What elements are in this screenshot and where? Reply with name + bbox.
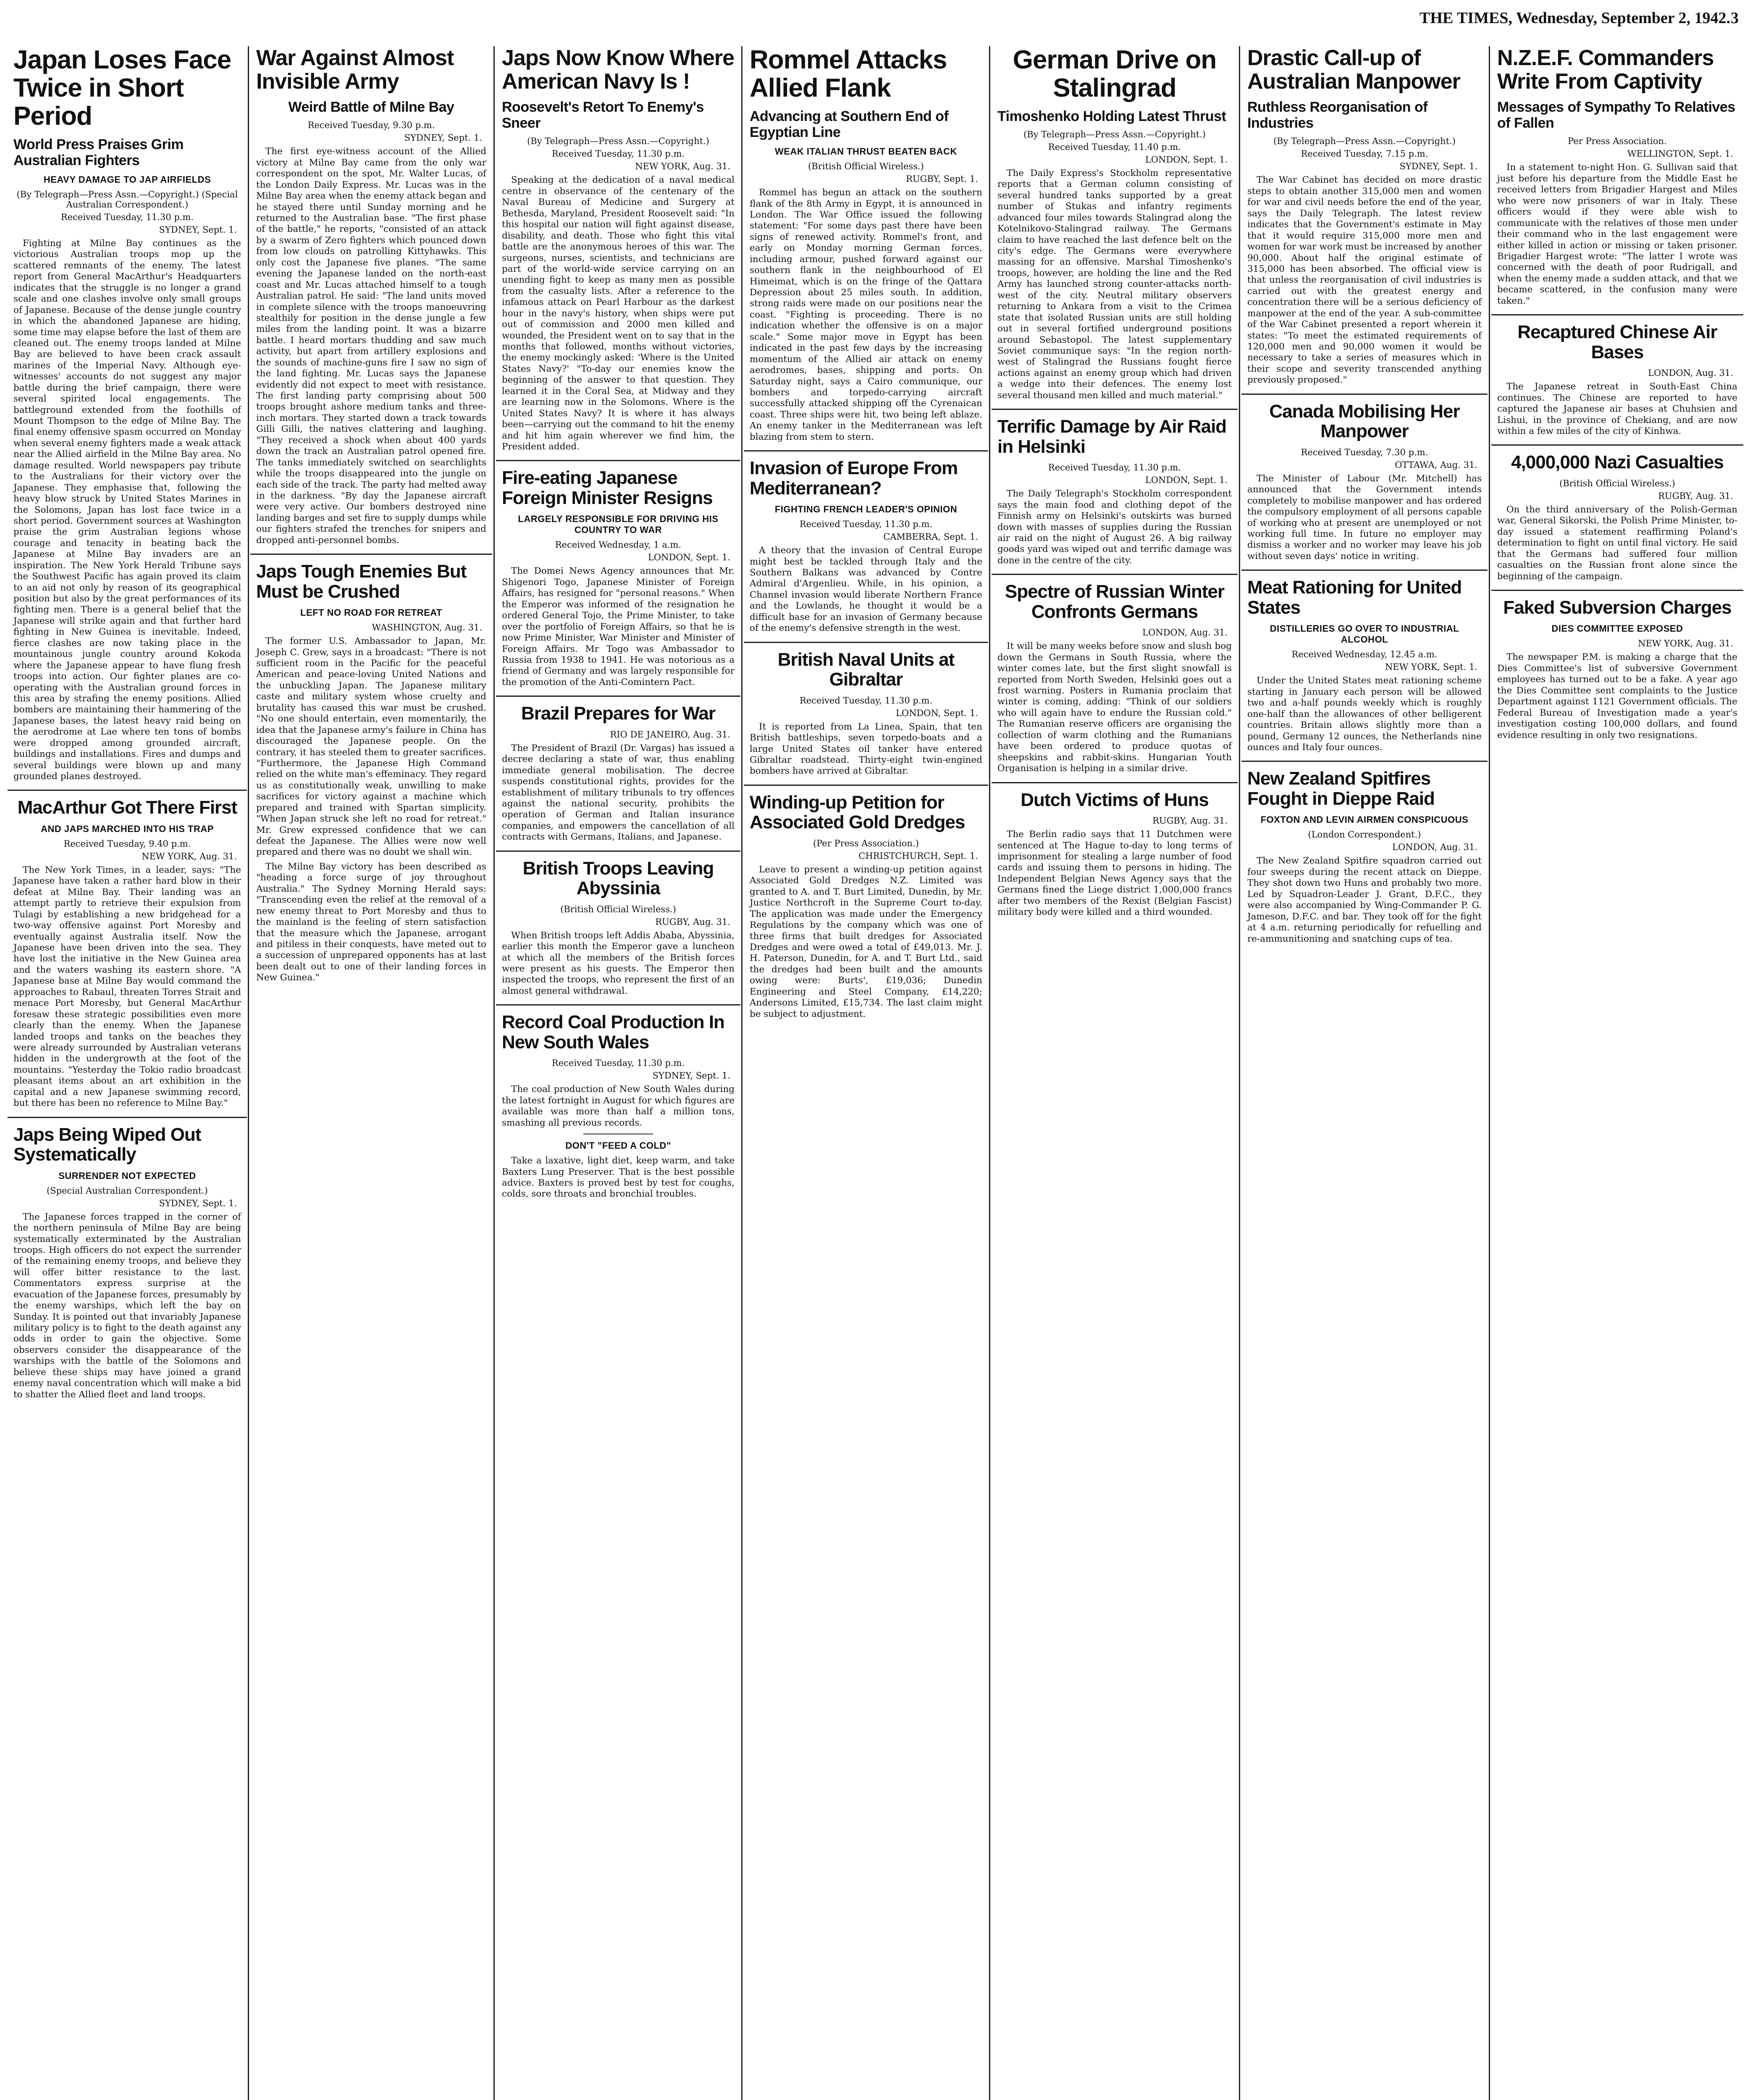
dateline: NEW YORK, Aug. 31.	[635, 161, 730, 172]
received-line: Received Tuesday, 11.30 p.m.	[799, 695, 933, 706]
article-divider	[8, 1117, 247, 1118]
article-divider	[496, 1004, 740, 1005]
dateline: LONDON, Sept. 1.	[895, 708, 978, 718]
article-body: It will be many weeks before snow and slush bog down the Germans in South Russia, where the winter comes late, but the first slight snowfall is reported from North Sweden, Helsinki goes out a frost warning. Posters in Rumania proclaim that winter is coming, adding: "Think of our soldiers who will again have to endure the Russian cold." The Rumanian reserve officers are organising the collection of warm clothing and the Rumanians have been ordered to produce quotas of sheepskins and rabbit-skins. Hungarian Youth Organisation is helping in a similar drive.	[997, 641, 1232, 774]
column-7	[1491, 46, 1743, 2100]
dateline: LONDON, Sept. 1.	[1145, 154, 1228, 165]
article-body: The Minister of Labour (Mr. Mitchell) has announced that the Government intends completely to mobilise manpower and has ordered the compulsory employment of all persons capable of working who at present are unemployed or not working full time. In future no employer may dismiss a worker and no worker may leave his job without seven days' notice in writing.	[1247, 473, 1482, 562]
dateline: WASHINGTON, Aug. 31.	[372, 622, 482, 633]
article-body: The Japanese forces trapped in the corner of the northern peninsula of Milne Bay are being systematically exterminated by the Australian troops. High officers do not expect the surrender of the remaining enemy troops, and believe they will offer bitter resistance to the last. Commentators express surprise at the evacuation of the Japanese forces, presumably by the enemy warships, which left the bay on Sunday. It is pointed out that invariably Japanese military policy is to fight to the death against any odds in order to gain the objective. Some observers consider the disappearance of the warships with the battle of the Solomons and believe these ships may have joined a grand enemy naval concentration which will make a bid to shatter the Allied fleet and land troops.	[13, 1211, 241, 1400]
dateline: SYDNEY, Sept. 1.	[652, 1071, 730, 1081]
column-2	[250, 46, 492, 2100]
paper-dateline: THE TIMES, Wednesday, September 2, 1942.	[1419, 9, 1731, 27]
headline: Fire-eating Japanese Foreign Minister Resigns	[502, 467, 713, 508]
article-body: The New York Times, in a leader, says: "The Japanese have taken a rather hard blow in their defeat at Milne Bay. Their landing was an attempt partly to retrieve their expulsion from Tulagi by establishing a new bridgehead for a two-way offensive against Port Moresby and eventually against Australia itself. Now the Japanese have been driven into the sea. They have lost the initiative in the New Guinea area and the waters washing its eastern shore. "A Japanese base at Milne Bay would command the approaches to Rabaul, threaten Torres Strait and menace Port Moresby, but General MacArthur foresaw these strategic possibilities even more clearly than the enemy. When the Japanese landed troops and tanks on the beaches they were already surrounded by Australian veterans hidden in the undergrowth at the foot of the mountains. "Yesterday the Tokio radio broadcast pleasant items about an art exhibition in the capital and a new Japanese swimming record, but there has been no reference to Milne Bay."	[13, 864, 241, 1109]
dateline: RUGBY, Aug. 31.	[1658, 491, 1733, 501]
headline: British Naval Units at Gibraltar	[777, 649, 955, 690]
article-divider	[1241, 761, 1488, 762]
dateline: LONDON, Sept. 1.	[648, 552, 730, 563]
credit-line: (British Official Wireless.)	[560, 904, 676, 914]
credit-line: (Per Press Association.)	[813, 838, 919, 848]
subheadline: Ruthless Reorganisation of Industries	[1247, 99, 1428, 131]
column-6	[1241, 46, 1488, 2100]
dateline: LONDON, Aug. 31.	[1142, 627, 1228, 638]
headline: N.Z.E.F. Commanders Write From Captivity	[1497, 46, 1714, 94]
headline: Rommel Attacks Allied Flank	[750, 46, 947, 102]
article-body: Under the United States meat rationing scheme starting in January each person will be allowed two and a-half pounds weekly which is roughly one-half than the allowances of other belligerent countries. Britain allows slightly more than a pound, Germany 12 ounces, the Netherlands nine ounces and Italy four ounces.	[1247, 675, 1482, 753]
credit-line: (British Official Wireless.)	[808, 161, 924, 172]
column-4	[744, 46, 988, 2100]
credit-line: (By Telegraph—Press Assn.—Copyright.)	[527, 136, 709, 147]
article-divider	[250, 554, 492, 555]
article-body: The Domei News Agency announces that Mr. Shigenori Togo, Japanese Minister of Foreign Affairs, has resigned for "personal reasons." When the Emperor was informed of the resignation he ordered General Tojo, the Prime Minister, to take over the portfolio of Foreign Affairs, so that he is now Prime Minister, War Minister and Minister of Foreign Affairs. Mr Togo was Ambassador to Russia from 1938 to 1941. He was notorious as a friend of Germany and was largely responsible for the promotion of the Anti-Comintern Pact.	[502, 566, 735, 688]
dateline: NEW YORK, Aug. 31.	[142, 851, 237, 861]
headline: 4,000,000 Nazi Casualties	[1511, 452, 1724, 473]
headline: Dutch Victims of Huns	[1021, 789, 1209, 810]
article-body: The Berlin radio says that 11 Dutchmen were sentenced at The Hague to-day to long terms of imprisonment for stealing a large number of food cards and issuing them to persons in hiding. The Independent Belgian News Agency says that the Germans fined the Liege district 1,000,000 francs after two members of the Rexist (Belgian Fascist) military body were killed and a third wounded.	[997, 829, 1232, 918]
column-5	[992, 46, 1238, 2100]
dateline: SYDNEY, Sept. 1.	[404, 133, 482, 143]
dateline: RUGBY, Aug. 31.	[1152, 816, 1228, 826]
dateline: SYDNEY, Sept. 1.	[159, 225, 237, 235]
kicker: DISTILLERIES GO OVER TO INDUSTRIAL ALCOHOL	[1270, 623, 1459, 645]
credit-line: (British Official Wireless.)	[1559, 478, 1675, 488]
headline: Japan Loses Face Twice in Short Period	[13, 46, 231, 131]
article-body: The newspaper P.M. is making a charge that the Dies Committee's list of subversive Government employees has turned out to be a fake. A year ago the Dies Committee sent complaints to the Justice Department against 1121 Government officials. The Federal Bureau of Investigation made a year's investigation costing 100,000 dollars, and found evidence resulting in only two resignations.	[1497, 652, 1737, 740]
headline: Japs Being Wiped Out Systematically	[13, 1124, 201, 1165]
received-line: Received Tuesday, 9.40 p.m.	[63, 838, 191, 849]
article-body: The War Cabinet has decided on more drastic steps to obtain another 315,000 men and women for war and civil needs before the end of the year, says the Daily Telegraph. The latest review indicates that the Government's estimate in May that it would require 315,000 more men and women for war work must be increased by another 90,000. About half the original estimate of 315,000 has been absorbed. The official view is that unless the reorganisation of civil industries is carried out with the greatest energy and concentration there will be a serious deficiency of manpower at the end of the year. A sub-committee of the War Cabinet presented a report wherein it states: "To meet the estimated requirements of 120,000 men and 90,000 women it would be necessary to take a series of measures which in their scope and severity transcended anything previously proposed."	[1247, 175, 1482, 386]
article-body: In a statement to-night Hon. G. Sullivan said that just before his departure from the Middle East he received letters from Brigadier Hargest and Miles who were now prisoners of war in Italy. These officers would if they were able wish to communicate with the relatives of those men under their command who in the last engagement were either killed in action or missing or taken prisoner. Brigadier Hargest wrote: "The latter I wrote was concerned with the death of poor Rudrigall, and when the enemy made a sudden attack, and that we became scattered, in the confusion many were taken."	[1497, 162, 1737, 306]
headline: German Drive on Stalingrad	[1013, 46, 1217, 102]
credit-line: (Special Australian Correspondent.)	[47, 1185, 208, 1196]
article-body: Rommel has begun an attack on the southern flank of the 8th Army in Egypt, it is announced in London. The War Office issued the following statement: "For some days past there have been signs of renewed activity. Rommel's front, and early on Monday morning German forces, including armour, pushed forward against our southern flank in the neighbourhood of El Himeimat, which is on the fringe of the Qattara Depression about 25 miles south. In addition, strong raids were made on our positions near the coast. "Fighting is proceeding. There is no indication whether the offensive is on a major scale." Some major move in Egypt has been indicated in the past few days by the increasing momentum of the Allied air attack on enemy aerodromes, bases, shipping and ports. On Saturday night, says a Cairo communique, our bombers and torpedo-carrying aircraft successfully attacked shipping off the Cyrenaican coast. Three ships were hit, two being left ablaze. An enemy tanker in the Mediterranean was left blazing from stem to stern.	[750, 187, 982, 442]
kicker: SURRENDER NOT EXPECTED	[58, 1170, 196, 1181]
received-line: Received Tuesday, 11.30 p.m.	[60, 212, 194, 223]
column-rule	[741, 46, 743, 2100]
headline: Record Coal Production In New South Wales	[502, 1012, 724, 1053]
column-rule	[1489, 46, 1490, 2100]
dateline: RUGBY, Sept. 1.	[906, 174, 978, 184]
received-line: Received Tuesday, 11.30 p.m.	[551, 1058, 685, 1068]
headline: War Against Almost Invisible Army	[256, 46, 454, 94]
kicker: AND JAPS MARCHED INTO HIS TRAP	[41, 823, 214, 834]
article-body: Leave to present a winding-up petition against Associated Gold Dredges N.Z. Limited was granted to A. and T. Burt Limited, Dunedin, by Mr. Justice Northcroft in the Supreme Court to-day. The application was made under the Emergency Regulations by the company which was one of three firms that built dredges for Associated Dredges and were owed a total of £49,013. Mr. J. H. Paterson, Dunedin, for A. and T. Burt Ltd., said the dredges had been built and the amounts owing were: Burts', £19,036; Dunedin Engineering and Steel Company, £14,220; Andersons Limited, £15,734. The last claim might be subject to adjustment.	[750, 864, 982, 1019]
article-divider	[992, 409, 1238, 410]
headline: Winding-up Petition for Associated Gold Dredges	[750, 792, 965, 833]
dateline: CHRISTCHURCH, Sept. 1.	[858, 850, 978, 861]
headline: Meat Rationing for United States	[1247, 577, 1462, 618]
subheadline: Weird Battle of Milne Bay	[288, 99, 454, 116]
article-divider	[992, 782, 1238, 783]
kicker: LARGELY RESPONSIBLE FOR DRIVING HIS COUNTRY TO WAR	[518, 514, 719, 536]
kicker: WEAK ITALIAN THRUST BEATEN BACK	[775, 146, 957, 157]
headline: Japs Now Know Where American Navy Is !	[502, 46, 735, 94]
credit-line: (By Telegraph—Press Assn.—Copyright.)	[1273, 136, 1456, 147]
article-divider	[496, 696, 740, 697]
kicker: LEFT NO ROAD FOR RETREAT	[300, 607, 442, 618]
article-body: The former U.S. Ambassador to Japan, Mr. Joseph C. Grew, says in a broadcast: "There is not sufficient room in the Pacific for the peaceful American and peace-loving United Nations and the unbuckling Japan. The Japanese military caste and military system whose cruelty and brutality has caused this war must be crushed. "No one should entertain, even momentarily, the idea that the Japanese army's failure in China has discouraged the Japanese people. On the contrary, it has steeled them to greater sacrifices. "Furthermore, the Japanese High Command relied on the white man's effeminacy. They regard us as constitutionally weak, unwilling to make sacrifices for victory against a machine which prepared and trained with Spartan simplicity. "When Japan struck she left no road for retreat." Mr. Grew expressed confidence that we can defeat the Japanese. The Allies were now well prepared and there was no doubt we shall win.	[256, 636, 486, 858]
credit-line: Per Press Association.	[1568, 136, 1667, 147]
page-number: 3	[1731, 9, 1739, 27]
headline: Invasion of Europe From Mediterranean?	[750, 458, 958, 499]
article-body: The Daily Telegraph's Stockholm correspondent says the main food and clothing depot of the Finnish army on Helsinki's outskirts was burned down with masses of supplies during the Russian air raid on the night of August 26. A big railway goods yard was wiped out and terrific damage was done in the centre of the city.	[997, 488, 1232, 566]
dateline: RIO DE JANEIRO, Aug. 31.	[610, 729, 730, 740]
kicker: FOXTON AND LEVIN AIRMEN CONSPICUOUS	[1260, 814, 1469, 825]
headline: British Troops Leaving Abyssinia	[522, 858, 714, 899]
kicker: HEAVY DAMAGE TO JAP AIRFIELDS	[43, 174, 211, 185]
headline: Canada Mobilising Her Manpower	[1269, 401, 1460, 442]
article-divider	[992, 574, 1238, 575]
dateline: WELLINGTON, Sept. 1.	[1627, 149, 1733, 159]
masthead	[1419, 8, 1739, 29]
column-rule	[248, 46, 249, 2100]
dateline: NEW YORK, Sept. 1.	[1385, 662, 1477, 672]
dateline: CAMBERRA, Sept. 1.	[883, 532, 978, 542]
dateline: LONDON, Aug. 31.	[1392, 842, 1477, 853]
dateline: NEW YORK, Aug. 31.	[1638, 638, 1733, 649]
article-body: Fighting at Milne Bay continues as the victorious Australian troops mop up the scattered remnants of the enemy. The latest report from General MacArthur's Headquarters indicates that the struggle is no longer a grand scale and one clashes involve only small groups of Japanese. Because of the dense jungle country in which the abandoned Japanese are hiding, some time may elapse before the last of them are cleaned out. The enemy troops landed at Milne Bay are believed to have been crack assault marines of the Imperial Navy. Although eye-witnesses' accounts do not suggest any major battle during the brief campaign, there were several spirited local engagements. The battleground extended from the foothills of Mount Thompson to the edge of Milne Bay. The final enemy offensive spasm occurred on Monday when several enemy fighters made a weak attack near the Allied airfield in the Milne Bay area. No damage resulted. World newspapers pay tribute to the Australians for their victory over the Japanese. They emphasise that, following the heavy blow struck by United States Marines in the Solomons, Japan has lost face twice in a short period. Government sources at Washington praise the grim Australian legions whose courage and tenacity in beating back the Japanese at Milne Bay invaders are an inspiration. The New York Herald Tribune says the Southwest Pacific has again proved its claim to an aid not only by reason of its geographical position but also by the great performances of its fighting men. There is a general belief that the Japanese will strike again and that further hard fighting in New Guinea is inevitable. Indeed, fierce clashes are now taking place in the mountainous jungle country around Kokoda where the Japanese appear to have flung fresh troops into action. Our fighter planes are co-operating with the Australian ground forces in this area by strafing the enemy positions. Allied bombers are maintaining their hammering of the Japanese bases, the latest heavy raid being on the aerodrome at Lae where ten tons of bombs were dropped among grounded aircraft, buildings and installations. Fires and dumps and several buildings were blown up and many grounded planes destroyed.	[13, 238, 241, 782]
received-line: Received Tuesday, 11.30 p.m.	[551, 149, 685, 159]
received-line: Received Wednesday, 12.45 a.m.	[1291, 649, 1438, 660]
column-1	[8, 46, 247, 2100]
column-rule	[1239, 46, 1240, 2100]
headline: MacArthur Got There First	[17, 797, 237, 818]
dateline: LONDON, Sept. 1.	[1145, 475, 1228, 486]
subheadline: Timoshenko Holding Latest Thrust	[997, 108, 1226, 124]
article-divider	[1491, 590, 1743, 591]
article-divider	[744, 642, 988, 643]
article-divider	[1241, 394, 1488, 395]
headline: Terrific Damage by Air Raid in Helsinki	[997, 416, 1227, 457]
dateline: RUGBY, Aug. 31.	[655, 916, 730, 927]
subheadline: Messages of Sympathy To Relatives of Fallen	[1497, 99, 1735, 131]
advert-headline: DON'T "FEED A COLD"	[565, 1140, 671, 1151]
article-divider	[496, 850, 740, 852]
headline: Spectre of Russian Winter Confronts Germans	[1005, 581, 1225, 622]
article-body: Speaking at the dedication of a naval medical centre in observance of the centenary of the Naval Bureau of Medicine and Surgery at Bethesda, Maryland, President Roosevelt said: "In this hospital our nation will fight against disease, disability, and death. Those who fight this vital battle are the anonymous heroes of this war. The surgeons, nurses, scientists, and technicians are part of the world-wide service carrying on an unending fight to keep as many men as possible from the casualty lists. After a reference to the infamous attack on Pearl Harbour as the darkest hour in the navy's history, when ships were put out of commission and 2000 men killed and wounded, the President went on to say that in the months that followed, months without victories, the enemy mockingly asked: 'Where is the United States Navy?' "To-day our enemies know the beginning of the answer to that question. They learned it in the Coral Sea, at Midway and they are learning now in the Solomons. Where is the United States Navy? It is where it has always been—carrying out the command to hit the enemy and hit him again wherever we find him, the President added.	[502, 175, 735, 452]
dateline: OTTAWA, Aug. 31.	[1395, 459, 1477, 470]
column-3	[496, 46, 740, 2100]
article-body: A theory that the invasion of Central Europe might best be tackled through Italy and the Southern Balkans was advanced by Contre Admiral d'Argenlieu. While, in his opinion, a Channel invasion would liberate Northern France and the Lowlands, he thought it would be a difficult base for an invasion of Germany because of the enemy's defensive strength in the west.	[750, 545, 982, 634]
article-divider	[744, 450, 988, 452]
article-body: On the third anniversary of the Polish-German war, General Sikorski, the Polish Prime Minister, to-day issued a statement reaffirming Poland's determination to fight on until final victory. He said that the Germans had suffered four million casualties on the Russian front alone since the beginning of the campaign.	[1497, 504, 1737, 582]
article-body: The Japanese retreat in South-East China continues. The Chinese are reported to have captured the Japanese air bases at Chuhsien and Lishui, in the province of Chekiang, and are now within a few miles of the city of Kinhwa.	[1497, 381, 1737, 436]
subheadline: Advancing at Southern End of Egyptian Line	[750, 108, 949, 140]
article-body: The President of Brazil (Dr. Vargas) has issued a decree declaring a state of war, thus enabling immediate general mobilisation. The decree suspends constitutional rights, provides for the establishment of military tribunals to try offences against the national security, prohibits the operation of German and Italian insurance companies, and empowers the cancellation of all contracts with Germans, Italians, and Japanese.	[502, 743, 735, 843]
article-divider	[496, 460, 740, 461]
article-divider	[1491, 444, 1743, 446]
kicker: FIGHTING FRENCH LEADER'S OPINION	[774, 504, 958, 515]
dateline: LONDON, Aug. 31.	[1648, 368, 1733, 378]
received-line: Received Tuesday, 11.40 p.m.	[1048, 142, 1181, 152]
advert-body: Take a laxative, light diet, keep warm, and take Baxters Lung Preserver. That is the best possible advice. Baxters is proved best by test for coughs, colds, sore throats and bronchial troubles.	[502, 1155, 735, 1200]
column-rule	[989, 46, 990, 2100]
subheadline: Roosevelt's Retort To Enemy's Sneer	[502, 99, 704, 131]
credit-line: (By Telegraph—Press Assn.—Copyright.) (Special Australian Correspondent.)	[16, 189, 238, 210]
article-divider	[1241, 570, 1488, 571]
article-body: The Milne Bay victory has been described as "heading a force surge of joy throughout Australia." The Sydney Morning Herald says: "Transcending even the relief at the removal of a new enemy threat to Port Moresby and thus to the mainland is the feeling of stern satisfaction that the measure which the Japanese, arrogant and pitiless in their conquests, have meted out to a succession of unprepared opponents has at last been dealt out to one of their landing forces in New Guinea."	[256, 861, 486, 983]
credit-line: (London Correspondent.)	[1308, 830, 1421, 840]
received-line: Received Wednesday, 1 a.m.	[555, 540, 682, 550]
credit-line: (By Telegraph—Press Assn.—Copyright.)	[1023, 129, 1206, 139]
article-body: The first eye-witness account of the Allied victory at Milne Bay came from the only war correspondent on the spot, Mr. Walter Lucas, of the London Daily Express. Mr. Lucas was in the Milne Bay area when the enemy attack began and he stayed there until Sunday morning and he returned to the Australian base. "The first phase of the battle," he reports, "consisted of an attack by a swarm of Zero fighters which pounced down from low clouds on patrolling Kittyhawks. This only cost the Japanese five planes. "The same evening the Japanese landed on the north-east coast and Mr. Lucas attached himself to a tough Australian patrol. He said: "The land units moved in complete silence with the troops manoeuvring stealthily for position in the dense jungle a few miles from the landing point. It was a bizarre battle. I heard mortars thudding and saw much activity, but apart from artillery explosions and the sounds of machine-guns fire I saw no sign of the land fighting. Mr. Lucas says the Japanese evidently did not expect to meet with resistance. The first landing party comprising about 500 troops brought ashore medium tanks and three-inch mortars. They started down a track towards Gilli Gilli, the natives clattering and laughing. "They received a shock when about 400 yards down the track an Australian patrol opened fire. The tanks immediately switched on searchlights while the troops disappeared into the jungle on each side of the track. The party had melted away in the darkness. "By day the Japanese aircraft were very active. Our bombers destroyed nine landing barges and set fire to supply dumps while our fighters strafed the trenches for snipers and dropped anti-personnel bombs.	[256, 146, 486, 546]
article-divider	[744, 785, 988, 786]
article-divider	[8, 790, 247, 791]
received-line: Received Tuesday, 11.30 p.m.	[799, 519, 933, 530]
headline: Recaptured Chinese Air Bases	[1517, 322, 1717, 362]
received-line: Received Tuesday, 7.30 p.m.	[1301, 447, 1428, 457]
received-line: Received Tuesday, 7.15 p.m.	[1301, 149, 1428, 159]
dateline: SYDNEY, Sept. 1.	[159, 1198, 237, 1208]
headline: Brazil Prepares for War	[521, 703, 715, 724]
article-body: When British troops left Addis Ababa, Abyssinia, earlier this month the Emperor gave a luncheon at which all the members of the British forces were present as his guests. The Emperor then inspected the troops, who represent the first of an almost general withdrawal.	[502, 930, 735, 996]
headline: Japs Tough Enemies But Must be Crushed	[256, 561, 467, 602]
subheadline: World Press Praises Grim Australian Fighters	[13, 136, 184, 168]
received-line: Received Tuesday, 9.30 p.m.	[307, 120, 435, 131]
dateline: SYDNEY, Sept. 1.	[1399, 161, 1477, 172]
headline: Drastic Call-up of Australian Manpower	[1247, 46, 1460, 94]
headline: New Zealand Spitfires Fought in Dieppe Raid	[1247, 768, 1435, 809]
received-line: Received Tuesday, 11.30 p.m.	[1048, 462, 1181, 473]
article-body: It is reported from La Linea, Spain, that ten British battleships, seven torpedo-boats and a large United States oil tanker have entered Gibraltar roadstead. Thirty-eight twin-engined bombers have arrived at Gibraltar.	[750, 721, 982, 777]
headline: Faked Subversion Charges	[1503, 597, 1732, 618]
article-divider	[1491, 314, 1743, 315]
article-body: The coal production of New South Wales during the latest fortnight in August for which figures are available was more than half a million tons, smashing all previous records.	[502, 1084, 735, 1128]
kicker: DIES COMMITTEE EXPOSED	[1551, 623, 1683, 634]
column-rule	[493, 46, 495, 2100]
article-body: The Daily Express's Stockholm representative reports that a German column consisting of several hundred tanks supported by a great number of Stukas and infantry regiments advanced four miles towards Stalingrad along the Kotelnikovo-Stalingrad railway. The Germans claim to have reached the last defence belt on the city's edge. The Germans were everywhere massing for an offensive. Marshal Timoshenko's troops, however, are holding the line and the Red Army has launched strong counter-attacks north-west of the city. Neutral military observers returning to Ankara from a visit to the Crimea state that isolated Russian units are still holding out in several fortified underground positions around Sebastopol. The latest supplementary Soviet communique says: "In the region north-west of Stalingrad the Russians fought fierce actions against an enemy group which had driven a wedge into their defences. The enemy lost several thousand men killed and much material."	[997, 168, 1232, 401]
article-body: The New Zealand Spitfire squadron carried out four sweeps during the recent attack on Dieppe. They shot down two Huns and probably two more. Led by Squadron-Leader J. Grant, D.F.C., they were also accompanied by Wing-Commander P. G. Jameson, D.F.C. and bar. They took off for the fight at 4 a.m. returning periodically for refuelling and re-ammunitioning and snatching cups of tea.	[1247, 856, 1482, 944]
